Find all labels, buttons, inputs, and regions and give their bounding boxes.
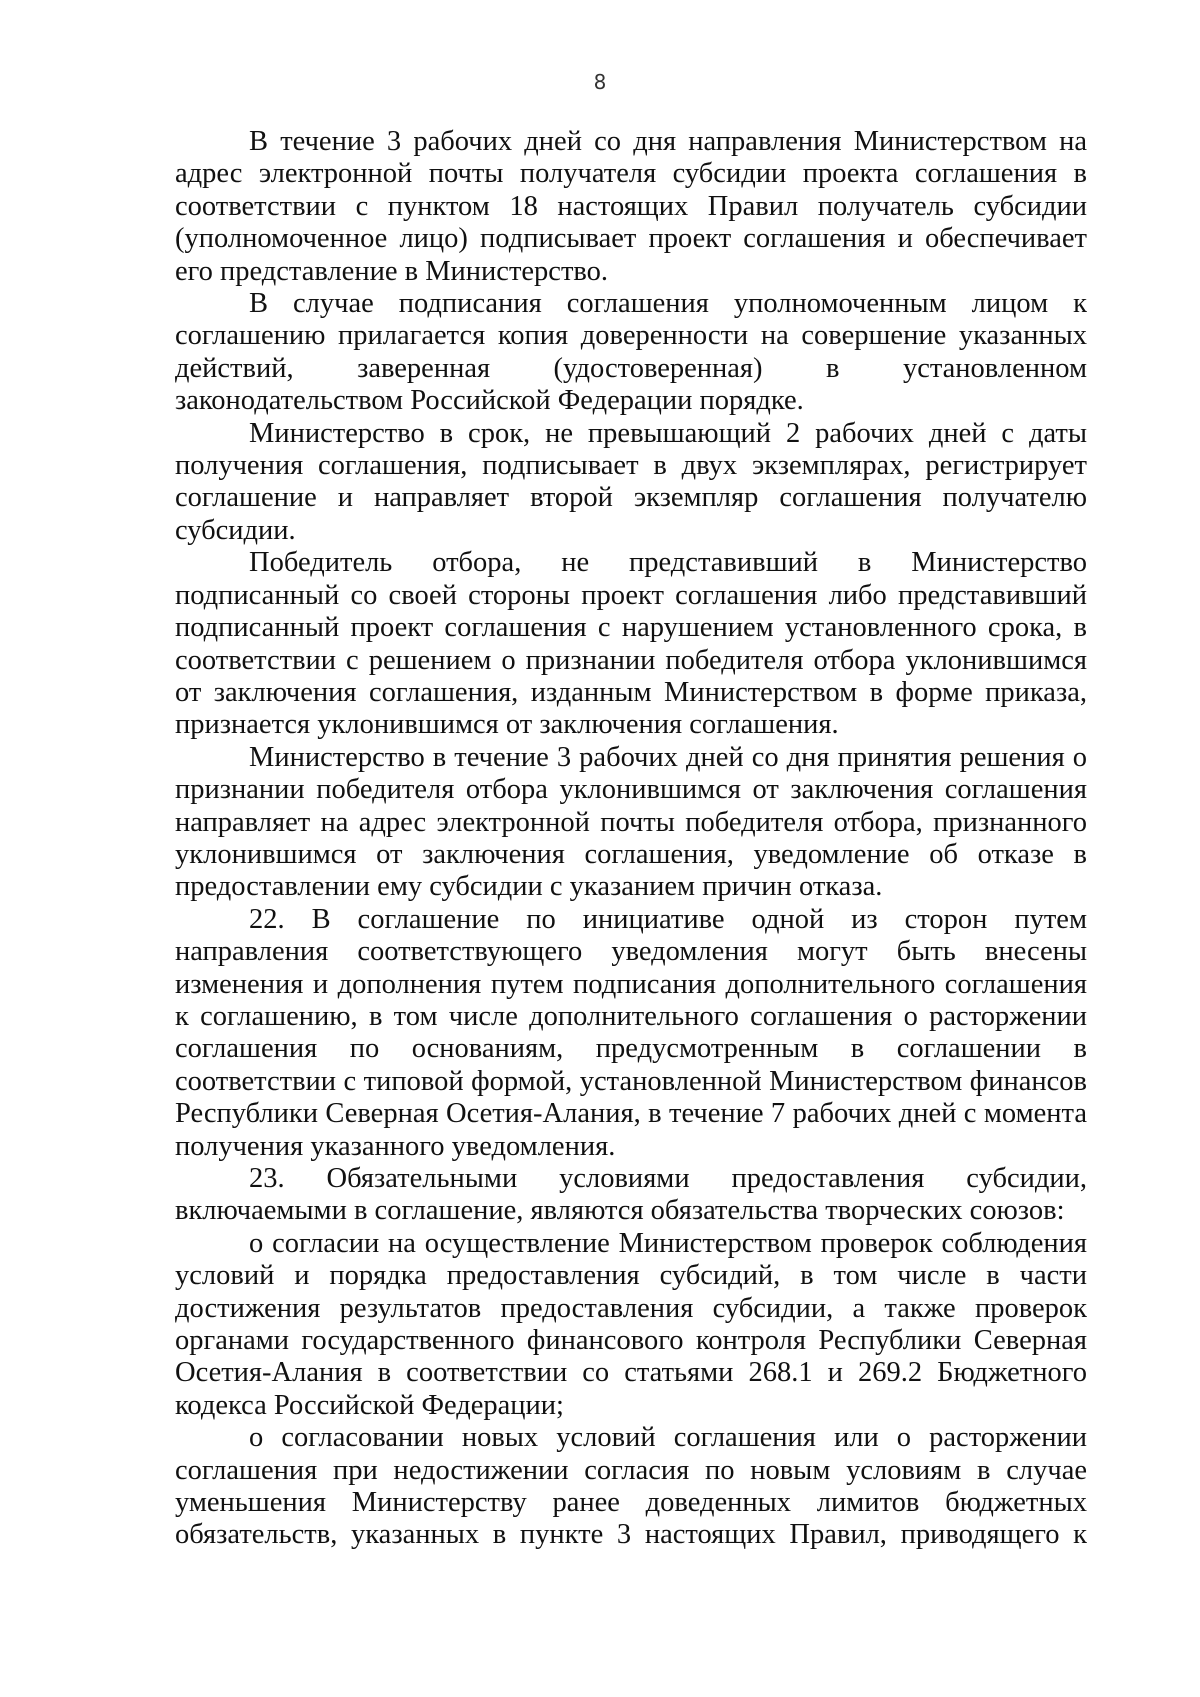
paragraph-new-conditions: о согласовании новых условий соглашения или о расторжении соглашения при недостижении согласия по новым условиям в случае уменьшения Министерству ранее доведенных лимитов бюджетных обязательств, указанных в пункте 3 настоящих Правил, приводящего к — [175, 1422, 1087, 1551]
document-body — [175, 126, 1087, 1552]
paragraph-inspection-consent: о согласии на осуществление Министерством проверок соблюдения условий и порядка предоставления субсидий, в том числе в части достижения результатов предоставления субсидии, а также проверок органами государственного финансового контроля Республики Северная Осетия-Алания в соответствии со статьями 268.1 и 269.2 Бюджетного кодекса Российской Федерации; — [175, 1227, 1087, 1421]
paragraph-clause-22: 22. В соглашение по инициативе одной из сторон путем направления соответствующего уведомления могут быть внесены изменения и дополнения путем подписания дополнительного соглашения к соглашению, в том числе дополнительного соглашения о расторжении соглашения по основаниям, предусмотренным в соглашении в соответствии с типовой формой, установленной Министерством финансов Республики Северная Осетия-Алания, в течение 7 рабочих дней с момента получения указанного уведомления. — [175, 903, 1087, 1162]
paragraph-clause-23: 23. Обязательными условиями предоставления субсидии, включаемыми в соглашение, являются обязательства творческих союзов: — [175, 1163, 1087, 1227]
paragraph-ministry-registration: Министерство в срок, не превышающий 2 рабочих дней с даты получения соглашения, подписывает в двух экземплярах, регистрирует соглашение и направляет второй экземпляр соглашения получателю субсидии. — [175, 417, 1087, 546]
paragraph-agreement-signing: В течение 3 рабочих дней со дня направления Министерством на адрес электронной почты получателя субсидии проекта соглашения в соответствии с пунктом 18 настоящих Правил получатель субсидии (уполномоченное лицо) подписывает проект соглашения и обеспечивает его представление в Министерство. — [175, 126, 1087, 287]
paragraph-winner-evasion: Победитель отбора, не представивший в Министерство подписанный со своей стороны проект соглашения либо представивший подписанный проект соглашения с нарушением установленного срока, в соответствии с решением о признании победителя отбора уклонившимся от заключения соглашения, изданным Министерством в форме приказа, признается уклонившимся от заключения соглашения. — [175, 547, 1087, 741]
paragraph-power-of-attorney: В случае подписания соглашения уполномоченным лицом к соглашению прилагается копия доверенности на совершение указанных действий, заверенная (удостоверенная) в установленном законодательством Российской Федерации порядке. — [175, 288, 1087, 417]
paragraph-refusal-notice: Министерство в течение 3 рабочих дней со дня принятия решения о признании победителя отбора уклонившимся от заключения соглашения направляет на адрес электронной почты победителя отбора, признанного уклонившимся от заключения соглашения, уведомление об отказе в предоставлении ему субсидии с указанием причин отказа. — [175, 741, 1087, 903]
page-number: 8 — [593, 70, 607, 94]
